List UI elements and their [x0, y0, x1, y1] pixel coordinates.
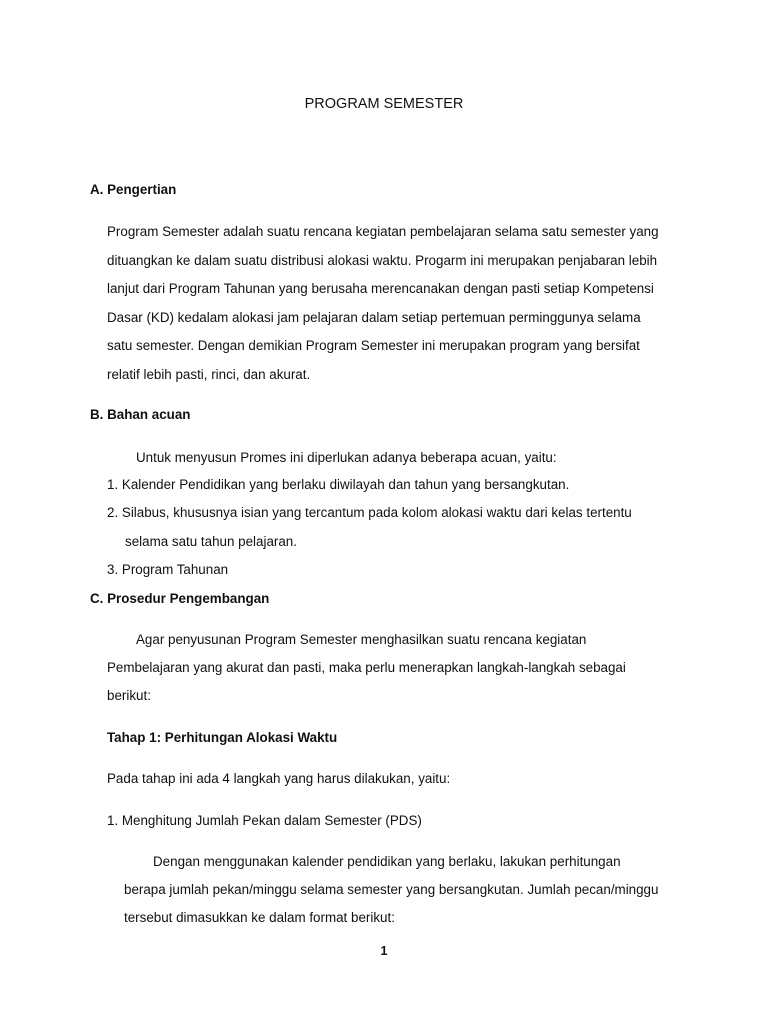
list-item-continuation: selama satu tahun pelajaran.: [125, 534, 297, 549]
section-a-line: Dasar (KD) kedalam alokasi jam pelajaran dalam setiap pertemuan perminggunya selama: [107, 310, 641, 325]
list-item: 3. Program Tahunan: [107, 562, 229, 577]
list-item: 2. Silabus, khususnya isian yang tercantum pada kolom alokasi waktu dari kelas tertentu: [107, 505, 632, 520]
section-a-heading: A. Pengertian: [90, 182, 177, 197]
page-title: PROGRAM SEMESTER: [304, 96, 464, 112]
section-c-line: Pembelajaran yang akurat dan pasti, maka perlu menerapkan langkah-langkah sebagai: [107, 660, 626, 675]
section-a-line: satu semester. Dengan demikian Program Semester ini merupakan program yang bersifat: [107, 338, 640, 353]
step1-intro: Pada tahap ini ada 4 langkah yang harus dilakukan, yaitu:: [107, 771, 451, 786]
step1-item: 1. Menghitung Jumlah Pekan dalam Semester (PDS): [107, 813, 422, 828]
step1-heading: Tahap 1: Perhitungan Alokasi Waktu: [107, 730, 338, 745]
section-a-line: relatif lebih pasti, rinci, dan akurat.: [107, 367, 311, 382]
section-a-line: dituangkan ke dalam suatu distribusi alokasi waktu. Progarm ini merupakan penjabaran lebih: [107, 253, 658, 268]
page-number: 1: [380, 944, 388, 958]
section-a-line: Program Semester adalah suatu rencana kegiatan pembelajaran selama satu semester yang: [107, 224, 659, 239]
section-c-line: Agar penyusunan Program Semester menghasilkan suatu rencana kegiatan: [136, 632, 587, 647]
step1-item-line: Dengan menggunakan kalender pendidikan yang berlaku, lakukan perhitungan: [153, 854, 621, 869]
section-b-intro: Untuk menyusun Promes ini diperlukan adanya beberapa acuan, yaitu:: [136, 450, 557, 465]
section-b-heading: B. Bahan acuan: [90, 407, 191, 422]
section-c-heading: C. Prosedur Pengembangan: [90, 591, 270, 606]
step1-item-line: berapa jumlah pekan/minggu selama semester yang bersangkutan. Jumlah pecan/minggu: [124, 882, 659, 897]
step1-item-line: tersebut dimasukkan ke dalam format berikut:: [124, 910, 395, 925]
section-a-line: lanjut dari Program Tahunan yang berusaha merencanakan dengan pasti setiap Kompetensi: [107, 281, 654, 296]
list-item: 1. Kalender Pendidikan yang berlaku diwilayah dan tahun yang bersangkutan.: [107, 477, 570, 492]
section-c-line: berikut:: [107, 688, 151, 703]
